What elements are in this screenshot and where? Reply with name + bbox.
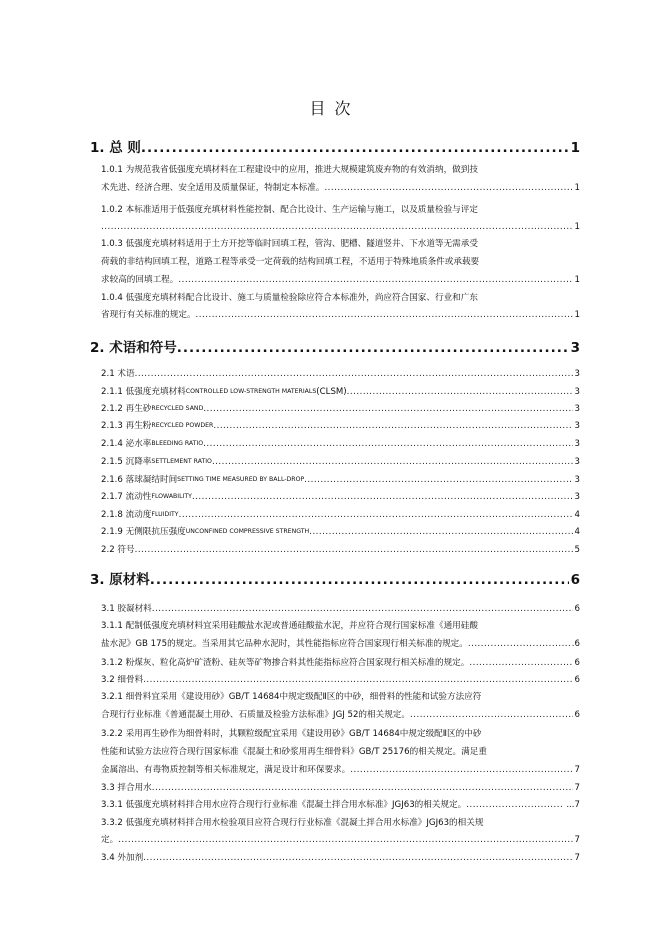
dot-leader bbox=[347, 384, 573, 400]
toc-entry-text: 2.1.1 低强度充填材料 bbox=[101, 387, 186, 397]
page-number: .6 bbox=[571, 639, 580, 649]
dot-leader bbox=[203, 436, 572, 452]
toc-entry-text: 2.1.8 流动度 bbox=[101, 510, 152, 520]
toc-entry-text: 合现行行业标准《普通混凝土用砂、石质量及检验方法标准》JGJ 52的相关规定。 bbox=[101, 710, 410, 720]
toc-entry-2-1-1[interactable] bbox=[101, 384, 580, 400]
page-number: 7 bbox=[574, 783, 580, 793]
page-number: 5 bbox=[574, 545, 580, 555]
dot-leader bbox=[410, 707, 573, 723]
toc-entry-text: 2.1.6 落球凝结时间 bbox=[101, 475, 178, 485]
toc-entry-3-3-1[interactable] bbox=[101, 797, 580, 813]
page-number: 1 bbox=[574, 222, 580, 232]
dot-leader bbox=[152, 780, 573, 796]
page-number: 6 bbox=[574, 604, 580, 614]
toc-entry-1-0-2[interactable] bbox=[101, 219, 580, 235]
toc-entry-text: 3.1.1 配制低强度充填材料宜采用硅酸盐水泥或普通硅酸盐水泥，并应符合现行国家标准《通用硅酸 bbox=[101, 621, 478, 631]
toc-entry-english: CONTROLLED LOW-STRENGTH MATERIALS bbox=[185, 388, 317, 395]
toc-entry-text: 1.0.3 低强度充填材料适用于土方开挖等临时回填工程，管沟、肥槽、隧道竖井、下水道等无需承受 bbox=[101, 239, 478, 249]
page-number: 3 bbox=[574, 492, 580, 502]
dot-leader bbox=[135, 366, 573, 382]
page-number: 3 bbox=[574, 475, 580, 485]
toc-entry-text: 1.0.1 为规范我省低强度充填材料在工程建设中的应用，推进大规模建筑废弃物的有效消纳，做到技 bbox=[101, 165, 478, 175]
toc-entry-text: 2.1.5 沉降率 bbox=[101, 457, 152, 467]
toc-entry-text: 求较高的回填工程。 bbox=[101, 275, 179, 285]
toc-entry-text: 3.3.2 低强度充填材料拌合用水检验项目应符合现行行业标准《混凝土拌合用水标准》JGJ63的相关规 bbox=[101, 818, 484, 828]
toc-entry-1-0-3[interactable] bbox=[101, 272, 580, 288]
dot-leader bbox=[192, 489, 573, 505]
dot-leader bbox=[178, 272, 572, 288]
dot-leader bbox=[150, 570, 569, 590]
dot-leader bbox=[304, 472, 572, 488]
page-number: 3 bbox=[574, 387, 580, 397]
toc-entry-abbr: (CLSM) bbox=[316, 387, 347, 397]
toc-entry-text: 定。 bbox=[101, 835, 119, 845]
toc-entry-2-1-5[interactable] bbox=[101, 454, 580, 470]
toc-entry-text: 3.1 胶凝材料 bbox=[101, 604, 152, 614]
toc-entry-text: 2.1.3 再生粉 bbox=[101, 421, 152, 431]
dot-leader bbox=[101, 219, 573, 235]
toc-entry-text: 3.4 外加剂 bbox=[101, 853, 144, 863]
toc-entry-3-2-1[interactable] bbox=[101, 707, 580, 723]
dot-leader bbox=[152, 601, 573, 617]
toc-entry-2-1-4[interactable] bbox=[101, 436, 580, 452]
page-number: ...7 bbox=[566, 800, 580, 810]
toc-entry-english: UNCONFINED COMPRESSIVE STRENGTH bbox=[185, 528, 310, 535]
dot-leader bbox=[143, 850, 572, 866]
toc-entry-3-2[interactable] bbox=[101, 672, 580, 688]
toc-entry-text: 3.2 细骨料 bbox=[101, 675, 144, 685]
page-number: 4 bbox=[574, 510, 580, 520]
dot-leader bbox=[177, 338, 569, 358]
page-number: 7 bbox=[574, 835, 580, 845]
toc-entry-2-1-6[interactable] bbox=[101, 472, 580, 488]
page-number: 6 bbox=[574, 675, 580, 685]
toc-entry-english: RECYCLED SAND bbox=[151, 405, 204, 412]
toc-entry-3-4[interactable] bbox=[101, 850, 580, 866]
dot-leader bbox=[179, 507, 573, 523]
toc-entry-text: 1.0.2 本标准适用于低强度充填材料性能控制、配合比设计、生产运输与施工，以及质量检验与评定 bbox=[101, 205, 478, 215]
toc-entry-2-2[interactable] bbox=[101, 542, 580, 558]
toc-entry-english: FLUIDITY bbox=[151, 511, 179, 518]
toc-entry-2-1-7[interactable] bbox=[101, 489, 580, 505]
dot-leader bbox=[196, 307, 573, 323]
page-number: 3 bbox=[574, 404, 580, 414]
toc-entry-text: 金属溶出、有毒物质控制等相关标准规定，满足设计和环保要求。 bbox=[101, 765, 351, 775]
toc-entry-text: 2.1.7 流动性 bbox=[101, 492, 152, 502]
toc-entry-text: 2.1 术语 bbox=[101, 369, 135, 379]
toc-entry-english: FLOWABILITY bbox=[151, 493, 192, 500]
toc-entry-text: 2.2 符号 bbox=[101, 545, 135, 555]
page-number: 1 bbox=[574, 183, 580, 193]
toc-entry-1-0-1[interactable] bbox=[101, 180, 580, 196]
dot-leader bbox=[118, 832, 572, 848]
page-number: 3 bbox=[574, 369, 580, 379]
toc-entry-english: SETTING TIME MEASURED BY BALL-DROP bbox=[177, 476, 305, 483]
section-title: 1. 总 则 bbox=[90, 140, 141, 156]
toc-entry-3-3-2[interactable] bbox=[101, 832, 580, 848]
dot-leader bbox=[469, 655, 572, 671]
toc-entry-text: 荷载的非结构回填工程，道路工程等承受一定荷载的结构回填工程，不适用于特殊地质条件或承载要 bbox=[101, 257, 480, 267]
toc-entry-text: 3.2.2 采用再生砂作为细骨料时，其颗粒级配宜采用《建设用砂》GB/T 14684中规定级配Ⅱ区的中砂 bbox=[101, 729, 482, 739]
toc-entry-3-2-2[interactable] bbox=[101, 762, 580, 778]
toc-entry-3-1[interactable] bbox=[101, 601, 580, 617]
toc-entry-english: SETTLEMENT RATIO bbox=[151, 458, 212, 465]
section-title: 2. 术语和符号 bbox=[90, 340, 177, 356]
toc-section-1[interactable] bbox=[90, 138, 580, 158]
toc-entry-text: 3.3.1 低强度充填材料拌合用水应符合现行行业标准《混凝土拌合用水标准》JGJ63的相关规定。 bbox=[101, 800, 467, 810]
section-title: 3. 原材料 bbox=[90, 572, 150, 588]
toc-entry-1-0-4[interactable] bbox=[101, 307, 580, 323]
toc-entry-text: 术先进、经济合理、安全适用及质量保证，特制定本标准。 bbox=[101, 183, 325, 193]
dot-leader bbox=[143, 672, 572, 688]
toc-entry-2-1-8[interactable] bbox=[101, 507, 580, 523]
page-number: 4 bbox=[574, 527, 580, 537]
toc-entry-2-1-3[interactable] bbox=[101, 418, 580, 434]
dot-leader bbox=[141, 138, 569, 158]
dot-leader bbox=[324, 180, 572, 196]
toc-entry-text: 2.1.2 再生砂 bbox=[101, 404, 152, 414]
dot-leader bbox=[212, 454, 573, 470]
page-number: 6 bbox=[574, 658, 580, 668]
toc-section-2[interactable] bbox=[90, 338, 580, 358]
toc-entry-text: 3.3 拌合用水 bbox=[101, 783, 152, 793]
dot-leader bbox=[350, 762, 572, 778]
page-number: 3 bbox=[570, 340, 580, 356]
toc-entry-2-1-9[interactable] bbox=[101, 524, 580, 540]
page-number: 6 bbox=[570, 572, 580, 588]
toc-entry-text: 性能和试验方法应符合现行国家标准《混凝土和砂浆用再生细骨料》GB/T 25176的相关规定。满足重 bbox=[101, 747, 487, 757]
page-number: 3 bbox=[574, 457, 580, 467]
toc-section-3[interactable] bbox=[90, 570, 580, 590]
page-number: 7 bbox=[574, 853, 580, 863]
page-number: 1 bbox=[574, 275, 580, 285]
dot-leader bbox=[213, 418, 572, 434]
dot-leader bbox=[466, 797, 564, 813]
page-number: 1 bbox=[570, 140, 580, 156]
toc-entry-text: 2.1.4 泌水率 bbox=[101, 439, 152, 449]
page-number: 1 bbox=[574, 310, 580, 320]
toc-entry-english: RECYCLED POWDER bbox=[151, 422, 214, 429]
toc-entry-2-1[interactable] bbox=[101, 366, 580, 382]
dot-leader bbox=[309, 524, 572, 540]
toc-entry-english: BLEEDING RATIO bbox=[151, 440, 204, 447]
page-number: 3 bbox=[574, 439, 580, 449]
toc-entry-2-1-2[interactable] bbox=[101, 401, 580, 417]
dot-leader bbox=[135, 542, 573, 558]
page-number: 6 bbox=[574, 710, 580, 720]
toc-entry-text: 盐水泥》GB 175的规定。当采用其它品种水泥时，其性能指标应符合国家现行相关标准的规定。 bbox=[101, 639, 468, 649]
toc-entry-text: 1.0.4 低强度充填材料配合比设计、施工与质量检验除应符合本标准外，尚应符合国家、行业和广东 bbox=[101, 293, 478, 303]
toc-entry-text: 2.1.9 无侧限抗压强度 bbox=[101, 527, 186, 537]
toc-entry-text: 3.2.1 细骨料宜采用《建设用砂》GB/T 14684中规定级配Ⅱ区的中砂，细骨料的性能和试验方法应符 bbox=[101, 692, 482, 702]
toc-entry-3-1-2[interactable] bbox=[101, 655, 580, 671]
toc-entry-3-3[interactable] bbox=[101, 780, 580, 796]
dot-leader bbox=[468, 636, 570, 652]
page-number: 7 bbox=[574, 765, 580, 775]
toc-entry-text: 3.1.2 粉煤灰、粒化高炉矿渣粉、硅灰等矿物掺合料其性能指标应符合国家现行相关标准的规定。 bbox=[101, 658, 470, 668]
page-number: 3 bbox=[574, 421, 580, 431]
page-title: 目 次 bbox=[309, 99, 353, 118]
toc-entry-3-1-1[interactable] bbox=[101, 636, 580, 652]
dot-leader bbox=[203, 401, 572, 417]
toc-entry-text: 省现行有关标准的规定。 bbox=[101, 310, 196, 320]
